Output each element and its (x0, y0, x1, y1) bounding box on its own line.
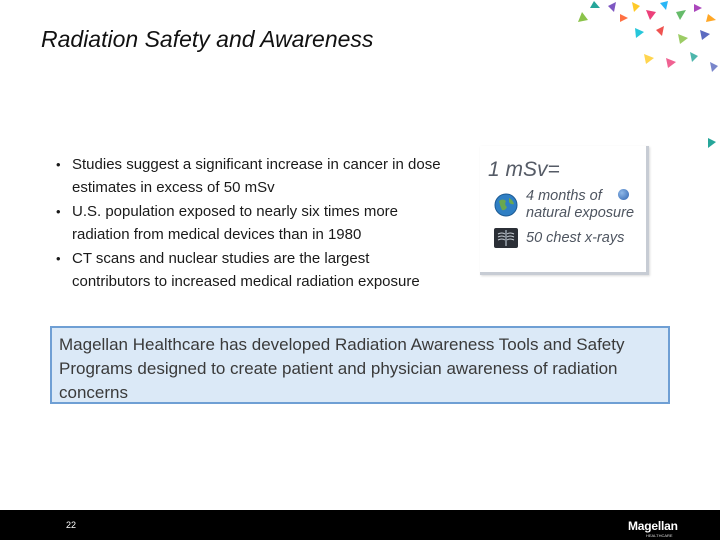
confetti-piece (632, 2, 640, 12)
confetti-piece (676, 10, 686, 20)
bullet-list (56, 154, 446, 295)
chest-xray-label: 50 chest x-rays (526, 229, 625, 246)
msv-comparison-card (480, 146, 649, 275)
confetti-piece (690, 52, 698, 62)
confetti-piece (700, 30, 710, 40)
footer-bar (0, 510, 720, 540)
bullet-item: • U.S. population exposed to nearly six times more radiation from medical devices than in 1980 (56, 201, 446, 246)
bullet-item: • CT scans and nuclear studies are the largest contributors to increased medical radiation exposure (56, 248, 446, 293)
callout-box (50, 326, 670, 404)
bullet-item: • Studies suggest a significant increase in cancer in dose estimates in excess of 50 mSv (56, 154, 446, 199)
confetti-piece (694, 4, 702, 12)
info-icon (618, 189, 629, 200)
natural-exposure-label: 4 months of natural exposure (526, 188, 635, 221)
company-logo (628, 517, 678, 538)
globe-icon (494, 193, 518, 217)
confetti-piece (666, 58, 676, 68)
logo-subtext: HEALTHCARE (646, 533, 673, 538)
confetti-piece (678, 34, 688, 44)
page-number: 22 (66, 520, 77, 530)
chest-xray-icon (494, 228, 518, 248)
callout-text: Magellan Healthcare has developed Radiation Awareness Tools and Safety Programs designed to create patient and physician awareness of radiation concerns (59, 335, 625, 402)
confetti-piece (644, 54, 654, 64)
confetti-piece (590, 1, 600, 8)
confetti-piece (706, 14, 716, 22)
chest-xray-row (494, 228, 624, 248)
confetti-piece (608, 2, 616, 12)
confetti-piece (646, 10, 656, 20)
confetti-piece (635, 28, 644, 38)
msv-heading: 1 mSv= (488, 158, 560, 181)
logo-name: Magellan (628, 519, 678, 533)
confetti-piece (578, 12, 588, 22)
slide-title: Radiation Safety and Awareness (41, 26, 374, 52)
confetti-piece (708, 138, 716, 148)
confetti-piece (656, 26, 664, 36)
confetti-piece (620, 14, 628, 22)
confetti-piece (710, 62, 718, 72)
confetti-decoration (560, 0, 720, 170)
confetti-piece (660, 1, 668, 10)
natural-exposure-row (494, 188, 634, 222)
